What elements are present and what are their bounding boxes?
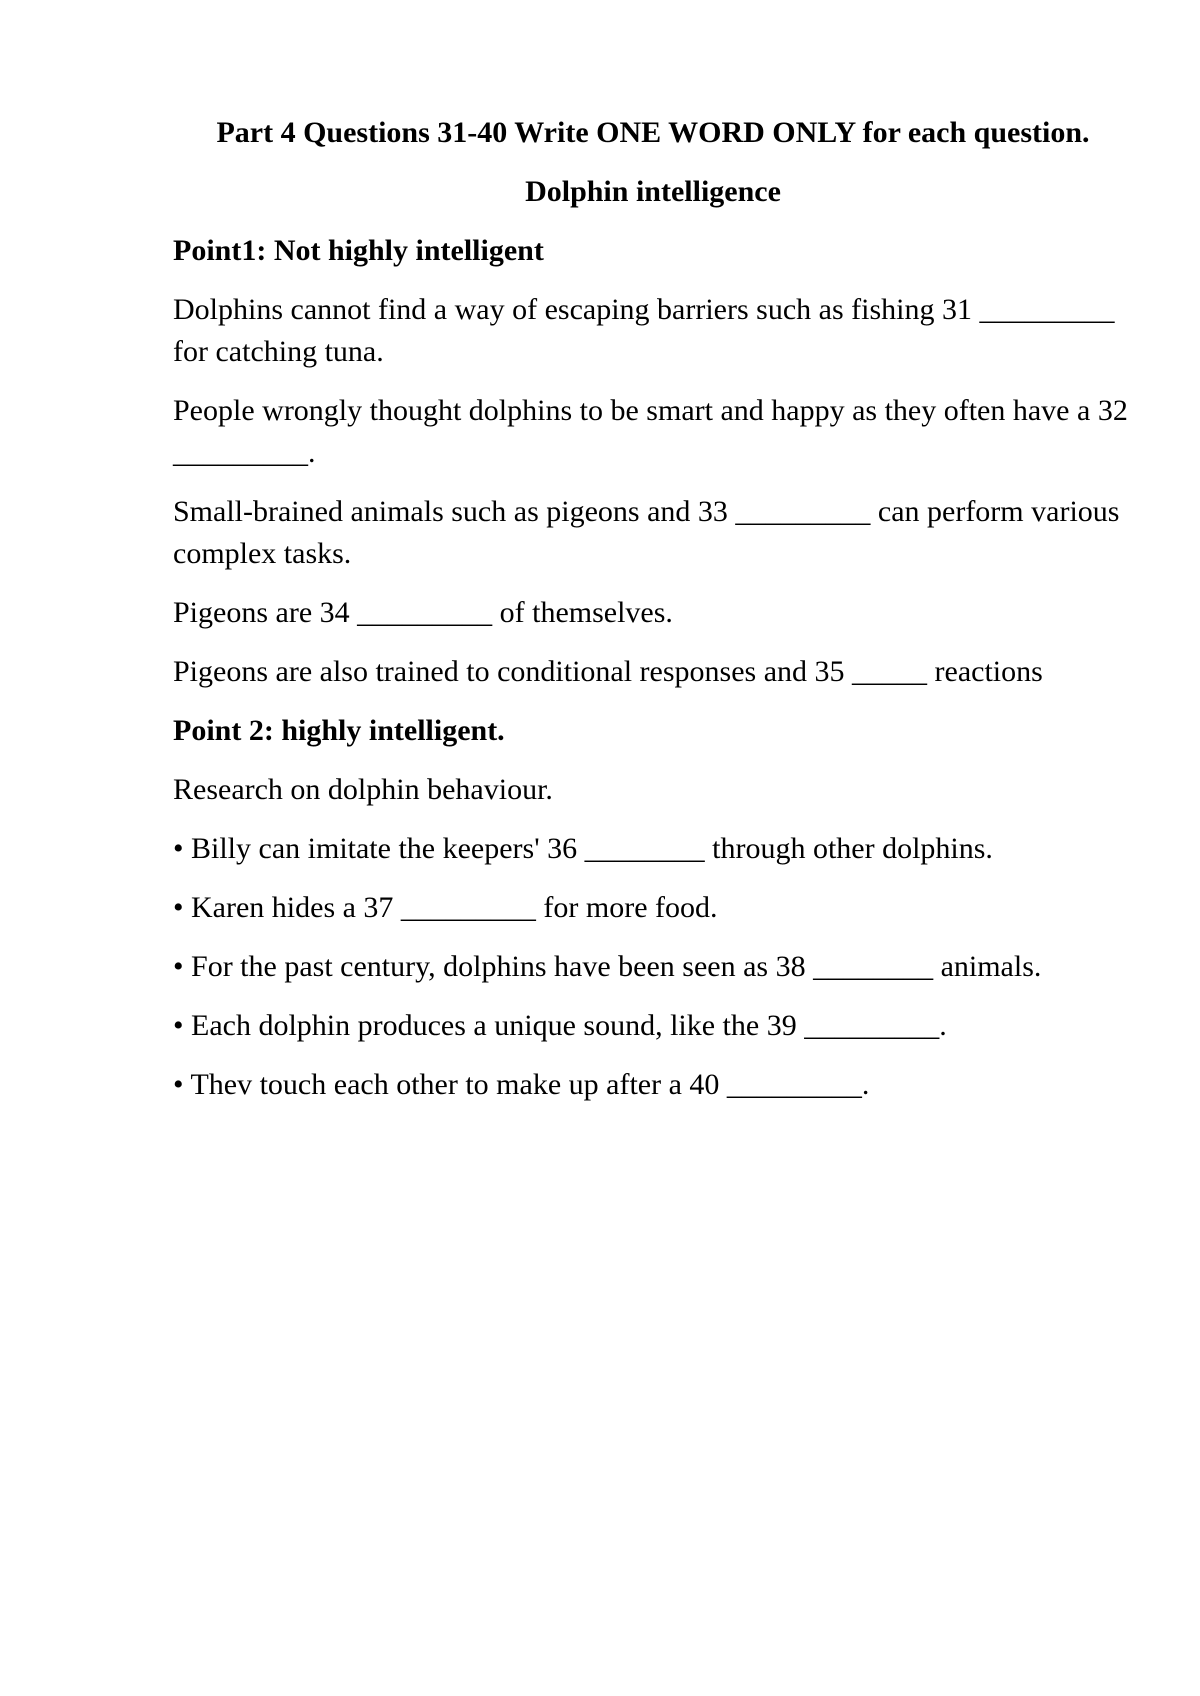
question-37: • Karen hides a 37 _________ for more food. [173,891,718,924]
question-34: Pigeons are 34 _________ of themselves. [173,596,673,629]
question-40: • Thev touch each other to make up after a 40 _________. [173,1068,870,1101]
question-32: People wrongly thought dolphins to be smart and happy as they often have a 32 _________. [173,394,1128,469]
question-33: Small-brained animals such as pigeons and 33 _________ can perform various complex tasks. [173,495,1120,570]
question-31: Dolphins cannot find a way of escaping barriers such as fishing 31 _________ for catching tuna. [173,293,1115,368]
question-35: Pigeons are also trained to conditional responses and 35 _____ reactions [173,655,1043,688]
question-39: • Each dolphin produces a unique sound, like the 39 _________. [173,1009,947,1042]
point2-heading: Point 2: highly intelligent. [173,714,505,747]
question-38: • For the past century, dolphins have been seen as 38 ________ animals. [173,950,1042,983]
document-title: Dolphin intelligence [525,175,781,208]
instruction-heading: Part 4 Questions 31-40 Write ONE WORD ONLY for each question. [216,116,1090,149]
question-36: • Billy can imitate the keepers' 36 ________ through other dolphins. [173,832,993,865]
point2-intro: Research on dolphin behaviour. [173,773,553,806]
document-content [173,112,1133,1123]
point1-heading: Point1: Not highly intelligent [173,234,544,267]
